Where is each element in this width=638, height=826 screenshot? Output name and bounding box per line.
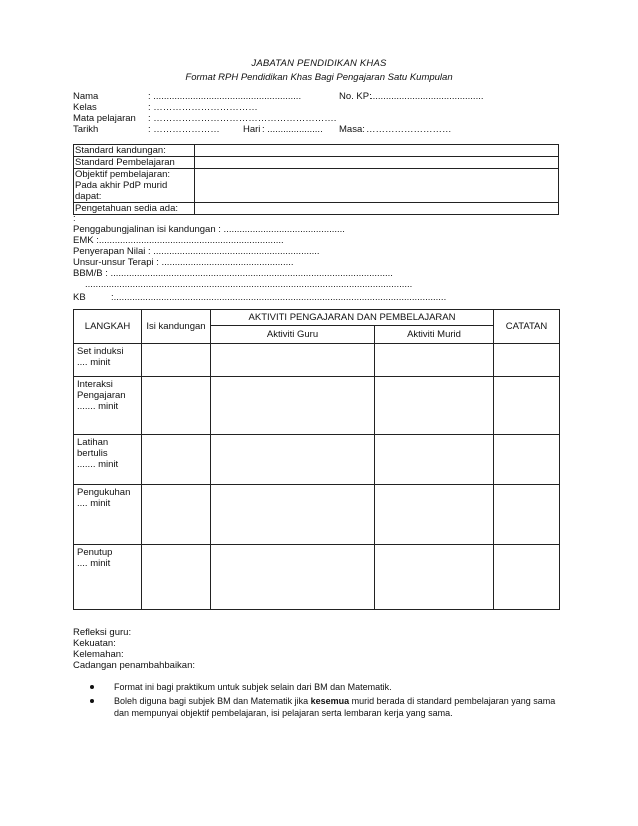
isi-cell[interactable]: [142, 344, 211, 377]
isi-cell[interactable]: [142, 545, 211, 610]
guru-cell[interactable]: [211, 377, 375, 435]
activity-table: [73, 309, 560, 610]
emk-line[interactable]: EMK :......................................................................: [73, 235, 284, 246]
langkah-cell: Penutup .... minit: [74, 545, 142, 610]
header-langkah: LANGKAH: [74, 310, 142, 344]
bullet-icon: [90, 699, 94, 703]
document-subtitle: Format RPH Pendidikan Khas Bagi Pengajaran Satu Kumpulan: [185, 72, 453, 83]
murid-cell[interactable]: [375, 344, 494, 377]
langkah-cell: Latihan bertulis ....... minit: [74, 435, 142, 485]
kelas-field[interactable]: : ……………………………: [148, 102, 258, 113]
murid-cell[interactable]: [375, 485, 494, 545]
header-isi-kandungan: Isi kandungan: [142, 310, 211, 344]
tarikh-field[interactable]: : …………………: [148, 124, 220, 135]
bullet-icon: [90, 685, 94, 689]
bbm-line[interactable]: BBM/B : ...........................................................................................................: [73, 268, 393, 279]
catatan-cell[interactable]: [494, 435, 560, 485]
nokp-field[interactable]: ...........................................: [370, 91, 484, 102]
lesson-details-lines: [73, 213, 563, 303]
guru-cell[interactable]: [211, 344, 375, 377]
guru-cell[interactable]: [211, 435, 375, 485]
objektif-pembelajaran-label: Objektif pembelajaran: Pada akhir PdP murid dapat:: [74, 169, 195, 203]
document-title: JABATAN PENDIDIKAN KHAS: [251, 58, 387, 69]
catatan-cell[interactable]: [494, 377, 560, 435]
nokp-label: No. KP:: [339, 91, 372, 102]
standard-pembelajaran-label: Standard Pembelajaran: [74, 157, 195, 169]
nama-field[interactable]: : ........................................................: [148, 91, 302, 102]
teacher-info-block: [73, 91, 553, 135]
catatan-cell[interactable]: [494, 344, 560, 377]
pengetahuan-sedia-ada-label: Pengetahuan sedia ada:: [74, 203, 195, 215]
header-aktiviti-pdp: AKTIVITI PENGAJARAN DAN PEMBELAJARAN: [211, 310, 494, 326]
kb-line[interactable]: [73, 292, 563, 303]
header-catatan: CATATAN: [494, 310, 560, 344]
unsur-terapi-line[interactable]: Unsur-unsur Terapi : ..................................................: [73, 257, 294, 268]
standards-table: [73, 144, 559, 215]
bbm-line-continued[interactable]: ............................................................................................................................: [85, 279, 413, 290]
objektif-pembelajaran-field[interactable]: [195, 169, 559, 203]
tarikh-label: Tarikh: [73, 124, 99, 135]
notes-list: [90, 681, 560, 719]
isi-cell[interactable]: [142, 377, 211, 435]
table-row: [74, 435, 560, 485]
mata-pelajaran-label: Mata pelajaran: [73, 113, 136, 124]
table-row: [74, 344, 560, 377]
nama-label: Nama: [73, 91, 99, 102]
kelas-label: Kelas: [73, 102, 97, 113]
guru-cell[interactable]: [211, 485, 375, 545]
catatan-cell[interactable]: [494, 545, 560, 610]
header-aktiviti-guru: Aktiviti Guru: [211, 326, 375, 344]
standard-pembelajaran-field[interactable]: [195, 157, 559, 169]
penyerapan-nilai-line[interactable]: Penyerapan Nilai : ...............................................................: [73, 246, 320, 257]
note-emphasis: kesemua: [310, 696, 350, 706]
catatan-cell[interactable]: [494, 485, 560, 545]
standard-kandungan-field[interactable]: [195, 145, 559, 157]
kb-field[interactable]: :..............................................................................................................................: [111, 292, 447, 303]
table-row: [74, 377, 560, 435]
hari-field[interactable]: : .....................: [262, 124, 323, 135]
hari-label: Hari: [243, 124, 261, 135]
refleksi-guru-label: Refleksi guru:: [73, 627, 132, 638]
penggabungjalinan-line[interactable]: Penggabungjalinan isi kandungan : ..............................................: [73, 224, 345, 235]
langkah-cell: Set induksi .... minit: [74, 344, 142, 377]
reflection-block: [73, 627, 563, 671]
isi-cell[interactable]: [142, 485, 211, 545]
isi-cell[interactable]: [142, 435, 211, 485]
langkah-cell: Interaksi Pengajaran ....... minit: [74, 377, 142, 435]
masa-field[interactable]: ………………………: [366, 124, 452, 135]
murid-cell[interactable]: [375, 435, 494, 485]
masa-label: Masa:: [339, 124, 365, 135]
table-row: [74, 545, 560, 610]
note-item: Boleh diguna bagi subjek BM dan Matematik jika kesemua murid berada di standard pembelajaran yang sama dan mempunyai objektif pembelajaran, isi pelajaran serta lembaran kerja yang sama.: [90, 695, 560, 719]
murid-cell[interactable]: [375, 545, 494, 610]
kb-label: KB: [73, 292, 86, 303]
header-aktiviti-murid: Aktiviti Murid: [375, 326, 494, 344]
colon-line: :: [73, 213, 76, 224]
guru-cell[interactable]: [211, 545, 375, 610]
langkah-cell: Pengukuhan .... minit: [74, 485, 142, 545]
murid-cell[interactable]: [375, 377, 494, 435]
standard-kandungan-label: Standard kandungan:: [74, 145, 195, 157]
kekuatan-label: Kekuatan:: [73, 638, 116, 649]
note-item: Format ini bagi praktikum untuk subjek selain dari BM dan Matematik.: [90, 681, 560, 693]
table-row: [74, 485, 560, 545]
mata-pelajaran-field[interactable]: : ………………………………………………….: [148, 113, 337, 124]
cadangan-label: Cadangan penambahbaikan:: [73, 660, 196, 671]
kelemahan-label: Kelemahan:: [73, 649, 124, 660]
